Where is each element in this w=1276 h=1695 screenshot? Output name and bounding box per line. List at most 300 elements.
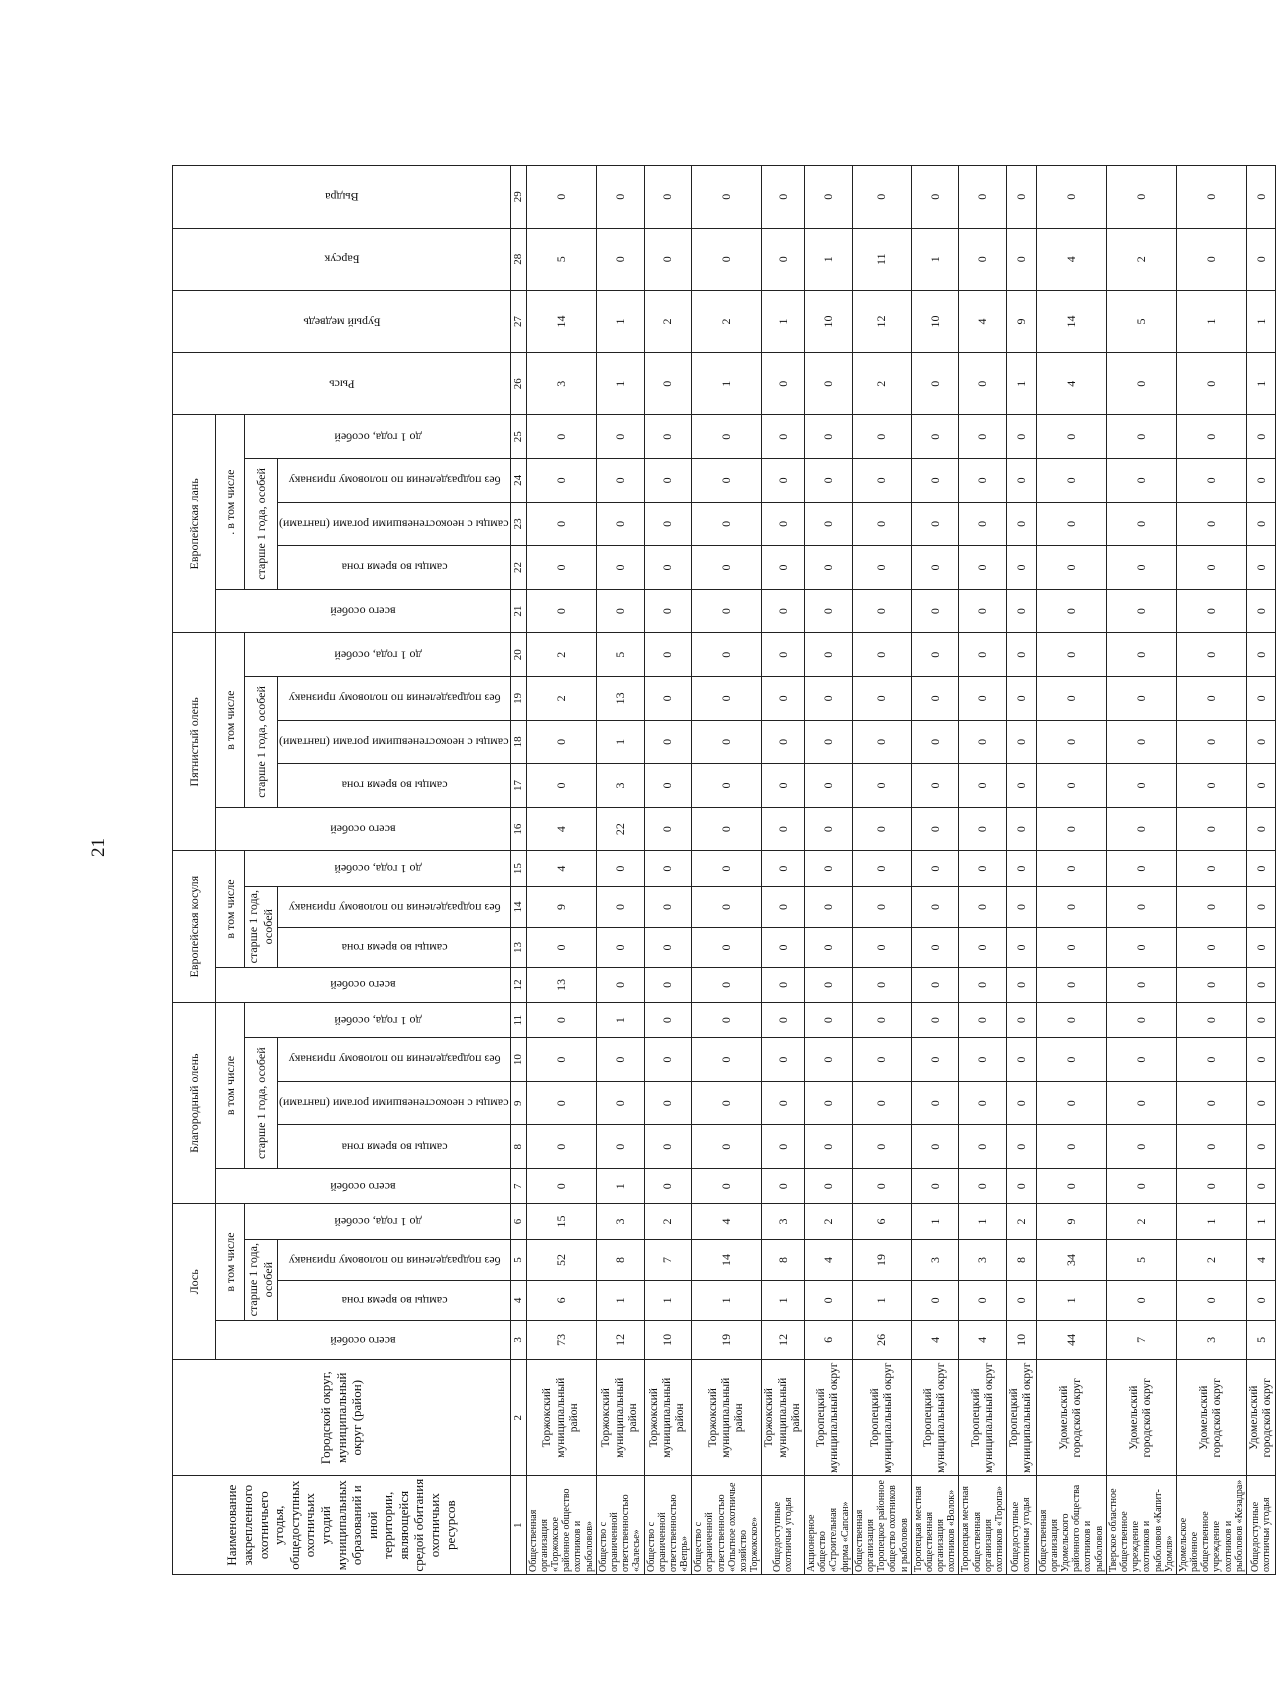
value-cell: 0	[805, 459, 853, 503]
table-row	[644, 166, 692, 1575]
value-cell: 0	[1036, 415, 1106, 459]
column-number: 18	[510, 720, 526, 764]
value-cell: 0	[852, 1169, 911, 1204]
value-cell: 0	[911, 967, 959, 1002]
value-cell: 0	[911, 928, 959, 967]
value-cell: 0	[959, 1281, 1007, 1320]
value-cell: 0	[526, 1125, 596, 1169]
org-name-cell: Акционерное общество «Строительная фирма «Сапсан»	[805, 1476, 853, 1575]
value-cell: 1	[762, 290, 805, 352]
efallow-under1: до 1 года, особей	[245, 415, 511, 459]
value-cell: 0	[596, 415, 644, 459]
value-cell: 0	[526, 720, 596, 764]
value-cell: 0	[852, 764, 911, 808]
value-cell: 0	[852, 459, 911, 503]
value-cell: 0	[1247, 677, 1276, 721]
value-cell: 0	[644, 415, 692, 459]
value-cell: 0	[959, 967, 1007, 1002]
value-cell: 0	[1176, 1002, 1246, 1037]
roe-males-rut: самцы во время гона	[278, 928, 511, 967]
value-cell: 0	[1007, 1281, 1036, 1320]
value-cell: 0	[644, 1038, 692, 1082]
value-cell: 0	[1176, 928, 1246, 967]
district-cell: Торопецкий муниципальный округ	[959, 1360, 1007, 1476]
roe-under1: до 1 года, особей	[245, 851, 511, 886]
value-cell: 0	[1036, 1038, 1106, 1082]
org-name-cell: Торопецкая местная общественная организация охотников «Торопа»	[959, 1476, 1007, 1575]
value-cell: 0	[959, 1169, 1007, 1204]
value-cell: 0	[644, 677, 692, 721]
value-cell: 0	[805, 633, 853, 677]
value-cell: 0	[526, 1169, 596, 1204]
value-cell: 0	[692, 851, 762, 886]
value-cell: 0	[526, 589, 596, 633]
value-cell: 19	[692, 1320, 762, 1359]
value-cell: 0	[644, 353, 692, 415]
value-cell: 3	[1176, 1320, 1246, 1359]
hunting-resources-table	[172, 165, 1276, 1575]
value-cell: 0	[1036, 1125, 1106, 1169]
table-row	[526, 166, 596, 1575]
value-cell: 0	[959, 928, 1007, 967]
value-cell: 1	[596, 1002, 644, 1037]
value-cell: 0	[762, 764, 805, 808]
value-cell: 0	[1176, 633, 1246, 677]
value-cell: 0	[762, 546, 805, 590]
value-cell: 1	[596, 720, 644, 764]
value-cell: 2	[644, 290, 692, 352]
value-cell: 0	[596, 886, 644, 928]
district-cell: Торжокский муниципальный район	[596, 1360, 644, 1476]
value-cell: 0	[1176, 1169, 1246, 1204]
value-cell: 0	[1007, 807, 1036, 851]
value-cell: 0	[1106, 166, 1176, 229]
district-cell: Торжокский муниципальный район	[692, 1360, 762, 1476]
value-cell: 0	[1247, 415, 1276, 459]
value-cell: 0	[596, 228, 644, 290]
value-cell: 0	[805, 851, 853, 886]
value-cell: 0	[762, 459, 805, 503]
fallow-males-antlers: самцы с неокостеневшими рогами (пантами)	[278, 720, 511, 764]
value-cell: 0	[644, 589, 692, 633]
value-cell: 0	[911, 807, 959, 851]
value-cell: 1	[1247, 290, 1276, 352]
value-cell: 3	[596, 764, 644, 808]
value-cell: 1	[1247, 353, 1276, 415]
efallow-total: всего особей	[216, 589, 511, 633]
value-cell: 0	[1007, 851, 1036, 886]
value-cell: 0	[805, 886, 853, 928]
col-head-bear: Бурый медведь	[173, 290, 511, 352]
value-cell: 0	[692, 589, 762, 633]
value-cell: 0	[1176, 228, 1246, 290]
value-cell: 1	[1036, 1281, 1106, 1320]
fallow-males-rut: самцы во время гона	[278, 764, 511, 808]
value-cell: 0	[1176, 459, 1246, 503]
value-cell: 4	[959, 290, 1007, 352]
org-name-cell: Общество с ограниченной ответственностью «Вепрь»	[644, 1476, 692, 1575]
value-cell: 0	[762, 928, 805, 967]
district-cell: Торопецкий муниципальный округ	[1007, 1360, 1036, 1476]
value-cell: 5	[1106, 290, 1176, 352]
roe-total: всего особей	[216, 967, 511, 1002]
district-cell: Торопецкий муниципальный округ	[805, 1360, 853, 1476]
group-efallow: Европейская лань	[173, 415, 216, 633]
value-cell: 4	[1247, 1239, 1276, 1281]
value-cell: 0	[596, 546, 644, 590]
district-cell: Торжокский муниципальный район	[526, 1360, 596, 1476]
value-cell: 2	[692, 290, 762, 352]
value-cell: 2	[644, 1204, 692, 1239]
value-cell: 0	[911, 764, 959, 808]
value-cell: 0	[1036, 589, 1106, 633]
roe-no-sex: без подразделения по половому признаку	[278, 886, 511, 928]
value-cell: 0	[1247, 546, 1276, 590]
col-head-badger: Барсук	[173, 228, 511, 290]
value-cell: 0	[1007, 928, 1036, 967]
value-cell: 0	[1176, 415, 1246, 459]
value-cell: 0	[805, 1081, 853, 1125]
value-cell: 0	[1106, 633, 1176, 677]
value-cell: 0	[762, 1169, 805, 1204]
value-cell: 0	[959, 720, 1007, 764]
value-cell: 0	[1007, 1002, 1036, 1037]
value-cell: 0	[526, 928, 596, 967]
org-name-cell: Общественная организация Торопецкое районное общество охотников и рыболовов	[852, 1476, 911, 1575]
value-cell: 0	[644, 851, 692, 886]
sika-males-rut: самцы во время гона	[278, 1125, 511, 1169]
value-cell: 0	[1247, 886, 1276, 928]
value-cell: 0	[1176, 353, 1246, 415]
value-cell: 0	[911, 851, 959, 886]
value-cell: 0	[1007, 886, 1036, 928]
column-number: 17	[510, 764, 526, 808]
value-cell: 0	[644, 166, 692, 229]
value-cell: 0	[852, 886, 911, 928]
value-cell: 0	[644, 967, 692, 1002]
column-number: 26	[510, 353, 526, 415]
value-cell: 0	[644, 459, 692, 503]
value-cell: 0	[959, 228, 1007, 290]
value-cell: 0	[644, 886, 692, 928]
value-cell: 0	[911, 886, 959, 928]
value-cell: 0	[596, 967, 644, 1002]
value-cell: 0	[959, 415, 1007, 459]
value-cell: 0	[959, 1081, 1007, 1125]
org-name-cell: Общественная организация «Торжокское районное общество охотников и рыболовов»	[526, 1476, 596, 1575]
value-cell: 0	[852, 1125, 911, 1169]
value-cell: 4	[959, 1320, 1007, 1359]
value-cell: 0	[911, 720, 959, 764]
district-cell: Торжокский муниципальный район	[762, 1360, 805, 1476]
value-cell: 0	[1106, 967, 1176, 1002]
value-cell: 3	[959, 1239, 1007, 1281]
table-body	[526, 166, 1276, 1575]
table-row	[959, 166, 1007, 1575]
table-row	[1036, 166, 1106, 1575]
value-cell: 0	[911, 1002, 959, 1037]
value-cell: 0	[526, 1002, 596, 1037]
value-cell: 1	[596, 353, 644, 415]
value-cell: 0	[1106, 1081, 1176, 1125]
value-cell: 0	[959, 166, 1007, 229]
value-cell: 0	[805, 415, 853, 459]
value-cell: 0	[762, 166, 805, 229]
value-cell: 0	[959, 353, 1007, 415]
value-cell: 10	[805, 290, 853, 352]
value-cell: 0	[852, 807, 911, 851]
column-number: 22	[510, 546, 526, 590]
value-cell: 0	[644, 1002, 692, 1037]
value-cell: 13	[596, 677, 644, 721]
value-cell: 3	[911, 1239, 959, 1281]
rotated-table-container	[172, 165, 1274, 1575]
value-cell: 0	[692, 228, 762, 290]
value-cell: 0	[1007, 415, 1036, 459]
value-cell: 14	[692, 1239, 762, 1281]
value-cell: 0	[911, 1281, 959, 1320]
column-number: 3	[510, 1320, 526, 1359]
value-cell: 0	[596, 1081, 644, 1125]
value-cell: 0	[692, 633, 762, 677]
value-cell: 0	[911, 459, 959, 503]
value-cell: 4	[805, 1239, 853, 1281]
value-cell: 0	[959, 459, 1007, 503]
value-cell: 0	[692, 166, 762, 229]
value-cell: 0	[852, 1002, 911, 1037]
efallow-males-antlers: самцы с неокостеневшими рогами (пантами)	[278, 502, 511, 546]
value-cell: 0	[762, 353, 805, 415]
value-cell: 34	[1036, 1239, 1106, 1281]
value-cell: 0	[526, 166, 596, 229]
table-row	[852, 166, 911, 1575]
value-cell: 0	[1106, 589, 1176, 633]
table-row	[1106, 166, 1176, 1575]
value-cell: 0	[959, 633, 1007, 677]
value-cell: 26	[852, 1320, 911, 1359]
value-cell: 13	[526, 967, 596, 1002]
value-cell: 0	[805, 1281, 853, 1320]
column-number: 7	[510, 1169, 526, 1204]
value-cell: 0	[596, 459, 644, 503]
value-cell: 1	[596, 1281, 644, 1320]
value-cell: 0	[762, 720, 805, 764]
value-cell: 3	[762, 1204, 805, 1239]
value-cell: 1	[596, 1169, 644, 1204]
value-cell: 0	[805, 677, 853, 721]
value-cell: 12	[852, 290, 911, 352]
table-row	[1176, 166, 1246, 1575]
roe-older: старше 1 года, особей	[245, 886, 278, 967]
value-cell: 0	[1176, 1038, 1246, 1082]
column-number: 24	[510, 459, 526, 503]
efallow-no-sex: без подразделения по половому признаку	[278, 459, 511, 503]
value-cell: 0	[1036, 851, 1106, 886]
value-cell: 0	[959, 807, 1007, 851]
value-cell: 0	[1176, 807, 1246, 851]
value-cell: 0	[692, 1081, 762, 1125]
value-cell: 0	[805, 807, 853, 851]
value-cell: 0	[644, 1125, 692, 1169]
district-cell: Торопецкий муниципальный округ	[911, 1360, 959, 1476]
org-name-cell: Общедоступные охотничьи угодья	[762, 1476, 805, 1575]
value-cell: 52	[526, 1239, 596, 1281]
table-row	[1007, 166, 1036, 1575]
column-number: 10	[510, 1038, 526, 1082]
elk-older: старше 1 года, особей	[245, 1239, 278, 1320]
column-number: 4	[510, 1281, 526, 1320]
value-cell: 0	[1036, 677, 1106, 721]
value-cell: 0	[1247, 1125, 1276, 1169]
value-cell: 2	[1007, 1204, 1036, 1239]
value-cell: 0	[805, 589, 853, 633]
value-cell: 0	[805, 720, 853, 764]
value-cell: 0	[1247, 720, 1276, 764]
value-cell: 0	[1036, 967, 1106, 1002]
value-cell: 1	[959, 1204, 1007, 1239]
value-cell: 0	[1247, 459, 1276, 503]
value-cell: 0	[762, 502, 805, 546]
value-cell: 0	[1036, 1002, 1106, 1037]
efallow-males-rut: самцы во время гона	[278, 546, 511, 590]
value-cell: 0	[1106, 928, 1176, 967]
value-cell: 0	[959, 1125, 1007, 1169]
value-cell: 0	[959, 851, 1007, 886]
value-cell: 0	[1007, 633, 1036, 677]
value-cell: 1	[1007, 353, 1036, 415]
value-cell: 0	[692, 807, 762, 851]
column-number: 27	[510, 290, 526, 352]
value-cell: 2	[852, 353, 911, 415]
value-cell: 6	[526, 1281, 596, 1320]
value-cell: 0	[762, 1038, 805, 1082]
value-cell: 0	[1106, 415, 1176, 459]
value-cell: 0	[911, 166, 959, 229]
value-cell: 0	[852, 589, 911, 633]
value-cell: 0	[1036, 1081, 1106, 1125]
value-cell: 0	[1007, 967, 1036, 1002]
value-cell: 4	[526, 851, 596, 886]
value-cell: 0	[692, 967, 762, 1002]
column-number: 21	[510, 589, 526, 633]
value-cell: 0	[526, 459, 596, 503]
fallow-no-sex: без подразделения по половому признаку	[278, 677, 511, 721]
value-cell: 0	[596, 851, 644, 886]
column-number: 2	[510, 1360, 526, 1476]
value-cell: 2	[1176, 1239, 1246, 1281]
value-cell: 2	[526, 633, 596, 677]
value-cell: 0	[762, 1002, 805, 1037]
value-cell: 4	[1036, 353, 1106, 415]
value-cell: 0	[1106, 677, 1176, 721]
district-cell: Торжокский муниципальный район	[644, 1360, 692, 1476]
value-cell: 0	[596, 502, 644, 546]
value-cell: 0	[1036, 166, 1106, 229]
value-cell: 0	[1176, 1081, 1246, 1125]
value-cell: 0	[692, 459, 762, 503]
value-cell: 0	[1106, 546, 1176, 590]
column-number: 28	[510, 228, 526, 290]
value-cell: 0	[1036, 807, 1106, 851]
value-cell: 0	[911, 502, 959, 546]
value-cell: 0	[852, 720, 911, 764]
district-cell: Удомельский городской округ	[1176, 1360, 1246, 1476]
page-number: 21	[88, 838, 109, 857]
value-cell: 0	[911, 415, 959, 459]
value-cell: 0	[1106, 851, 1176, 886]
column-number: 8	[510, 1125, 526, 1169]
district-cell: Удомельский городской округ	[1106, 1360, 1176, 1476]
value-cell: 0	[644, 228, 692, 290]
value-cell: 0	[1247, 633, 1276, 677]
value-cell: 0	[805, 1125, 853, 1169]
value-cell: 0	[1036, 502, 1106, 546]
value-cell: 9	[526, 886, 596, 928]
value-cell: 0	[1007, 720, 1036, 764]
value-cell: 0	[644, 633, 692, 677]
value-cell: 12	[596, 1320, 644, 1359]
value-cell: 0	[692, 720, 762, 764]
elk-total: всего особей	[216, 1320, 511, 1359]
value-cell: 0	[692, 1038, 762, 1082]
value-cell: 1	[1247, 1204, 1276, 1239]
column-number: 13	[510, 928, 526, 967]
column-number: 29	[510, 166, 526, 229]
value-cell: 0	[1106, 807, 1176, 851]
value-cell: 0	[1007, 1081, 1036, 1125]
col-head-lynx: Рысь	[173, 353, 511, 415]
org-name-cell: Общедоступные охотничьи угодья	[1247, 1476, 1276, 1575]
value-cell: 0	[526, 415, 596, 459]
value-cell: 12	[762, 1320, 805, 1359]
column-number: 15	[510, 851, 526, 886]
value-cell: 0	[1247, 928, 1276, 967]
sika-males-antlers: самцы с неокостеневшими рогами (пантами)	[278, 1081, 511, 1125]
value-cell: 0	[644, 807, 692, 851]
value-cell: 1	[1176, 290, 1246, 352]
value-cell: 1	[762, 1281, 805, 1320]
value-cell: 3	[596, 1204, 644, 1239]
value-cell: 0	[1036, 1169, 1106, 1204]
value-cell: 0	[1036, 633, 1106, 677]
column-number: 11	[510, 1002, 526, 1037]
value-cell: 0	[1247, 1002, 1276, 1037]
column-number: 12	[510, 967, 526, 1002]
value-cell: 0	[1106, 1002, 1176, 1037]
value-cell: 0	[959, 546, 1007, 590]
value-cell: 5	[1247, 1320, 1276, 1359]
value-cell: 19	[852, 1239, 911, 1281]
value-cell: 0	[1106, 764, 1176, 808]
value-cell: 0	[1176, 851, 1246, 886]
value-cell: 0	[911, 633, 959, 677]
value-cell: 0	[852, 851, 911, 886]
value-cell: 0	[644, 928, 692, 967]
value-cell: 0	[526, 764, 596, 808]
value-cell: 0	[762, 677, 805, 721]
value-cell: 0	[1106, 1125, 1176, 1169]
table-row	[596, 166, 644, 1575]
column-number: 5	[510, 1239, 526, 1281]
value-cell: 5	[526, 228, 596, 290]
sika-under1: до 1 года, особей	[245, 1002, 511, 1037]
fallow-under1: до 1 года, особей	[245, 633, 511, 677]
value-cell: 10	[644, 1320, 692, 1359]
org-name-cell: Общество с ограниченной ответственностью «Залесье»	[596, 1476, 644, 1575]
value-cell: 0	[526, 502, 596, 546]
value-cell: 0	[852, 633, 911, 677]
org-name-cell: Общедоступные охотничьи угодья	[1007, 1476, 1036, 1575]
